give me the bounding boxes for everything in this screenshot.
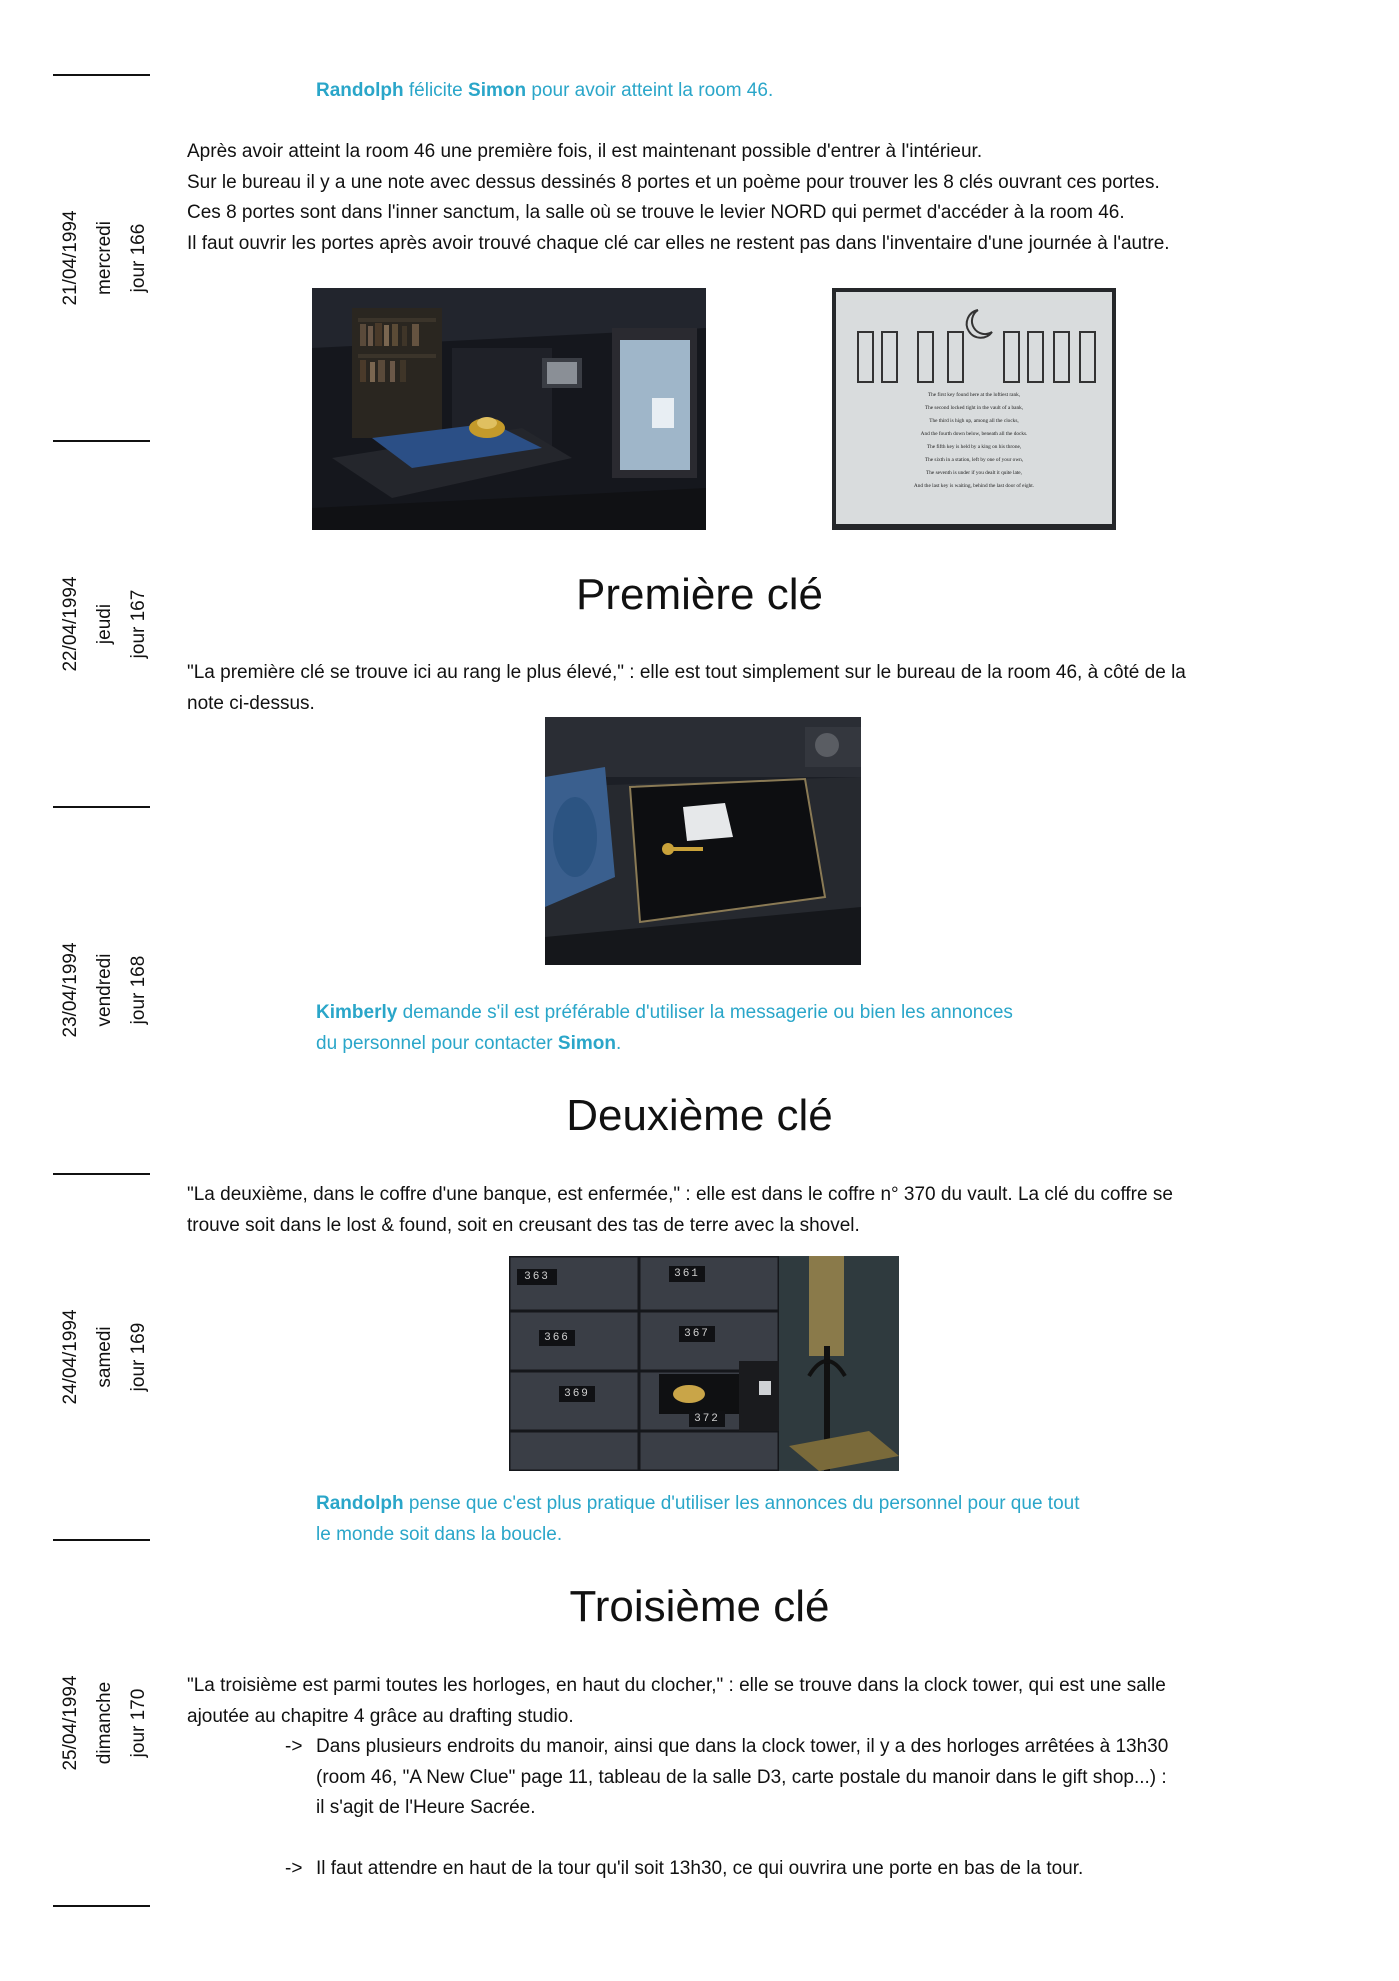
bullet-sacred-hour <box>316 1732 1168 1824</box>
chat-mention: Simon <box>468 80 527 101</box>
day-weekday: dimanche <box>94 1681 115 1765</box>
poem-line: The seventh is under if you dealt it quite late, <box>926 470 1022 476</box>
intro-line: Sur le bureau il y a une note avec dessus dessinés 8 portes et un poème pour trouver les 8 clés ouvrant ces portes. <box>187 171 1160 193</box>
poem-line: The second locked tight in the vault of a bank, <box>924 405 1024 411</box>
day-date: 23/04/1994 <box>60 942 81 1038</box>
chat-text: du personnel pour contacter <box>316 1032 558 1054</box>
chat-text: pense que c'est plus pratique d'utiliser les annonces du personnel pour que tout <box>403 1493 1080 1514</box>
paragraph-line: note ci-dessus. <box>187 692 315 714</box>
paragraph-line: "La deuxième, dans le coffre d'une banque, est enfermée," : elle est dans le coffre n° 370 du vault. La clé du coffre se <box>187 1184 1173 1205</box>
poem-line: And the fourth down below, beneath all the docks. <box>920 431 1028 437</box>
chat-text: pour avoir atteint la room 46. <box>526 80 774 101</box>
paragraph-line: "La troisième est parmi toutes les horloges, en haut du clocher," : elle se trouve dans la clock tower, qui est une salle <box>187 1675 1166 1696</box>
day-label-1 <box>60 78 150 438</box>
section-title-second-key: Deuxième clé <box>566 1091 833 1140</box>
bullet-line: Il faut attendre en haut de la tour qu'il soit 13h30, ce qui ouvrira une porte en bas de la tour. <box>316 1858 1084 1879</box>
chat-text: demande s'il est préférable d'utiliser la messagerie ou bien les annonces <box>397 1002 1013 1023</box>
chat-text: félicite <box>403 80 469 101</box>
vault-number: 369 <box>559 1386 595 1402</box>
bullet-arrow: -> <box>285 1736 303 1757</box>
chat-speaker: Kimberly <box>316 1002 398 1023</box>
first-key-paragraph <box>187 658 1186 719</box>
paragraph-line: "La première clé se trouve ici au rang le plus élevé," : elle est tout simplement sur le bureau de la room 46, à côté de la <box>187 662 1186 683</box>
vault-number: 363 <box>517 1269 557 1285</box>
day-divider <box>53 1905 150 1907</box>
bullet-wait-tower <box>316 1854 1083 1885</box>
first-key-desk-image <box>545 717 861 965</box>
chat-mention: Simon <box>557 1032 616 1054</box>
chat-speaker: Randolph <box>316 1493 404 1514</box>
day-weekday: samedi <box>94 1326 115 1388</box>
poem-line: The fifth key is held by a king on his throne, <box>926 444 1022 450</box>
day-label-4 <box>60 1177 150 1537</box>
poem-text <box>872 389 1076 493</box>
day-weekday: vendredi <box>94 953 115 1027</box>
section-title-third-key: Troisième clé <box>569 1582 830 1631</box>
paragraph-line: ajoutée au chapitre 4 grâce au drafting studio. <box>187 1705 574 1727</box>
day-number: jour 167 <box>128 589 149 659</box>
intro-line: Après avoir atteint la room 46 une première fois, il est maintenant possible d'entrer à l'intérieur. <box>187 141 983 162</box>
day-label-2 <box>60 444 150 804</box>
chat-text: le monde soit dans la boucle. <box>316 1523 563 1545</box>
intro-line: Ces 8 portes sont dans l'inner sanctum, la salle où se trouve le levier NORD qui permet d'accéder à la room 46. <box>187 202 1125 223</box>
poem-line: The third is high up, among all the clocks, <box>929 418 1019 424</box>
section-title-first-key: Première clé <box>576 570 823 619</box>
bullet-arrow: -> <box>285 1858 303 1879</box>
day-date: 24/04/1994 <box>60 1309 81 1405</box>
vault-number: 366 <box>539 1330 575 1346</box>
intro-paragraph <box>187 137 1170 259</box>
chat-speaker: Randolph <box>316 80 404 101</box>
vault-safe-boxes-image <box>509 1256 899 1471</box>
chat-message-kimberly <box>316 998 1013 1059</box>
chat-message-randolph-2 <box>316 1489 1079 1550</box>
intro-line: Il faut ouvrir les portes après avoir trouvé chaque clé car elles ne restent pas dans l'inventaire d'une journée à l'autre. <box>187 232 1170 254</box>
day-number: jour 169 <box>128 1322 149 1392</box>
vault-number: 367 <box>679 1326 715 1342</box>
room46-office-image <box>312 288 706 530</box>
bullet-line: il s'agit de l'Heure Sacrée. <box>316 1797 536 1818</box>
chat-text: . <box>615 1032 622 1054</box>
day-date: 21/04/1994 <box>60 210 81 306</box>
bullet-line: (room 46, "A New Clue" page 11, tableau de la salle D3, carte postale du manoir dans le gift shop...) : <box>316 1766 1167 1788</box>
day-divider <box>53 806 150 808</box>
day-number: jour 166 <box>128 223 149 293</box>
day-number: jour 170 <box>128 1688 149 1758</box>
day-date: 22/04/1994 <box>60 576 81 672</box>
day-number: jour 168 <box>128 955 149 1025</box>
day-date: 25/04/1994 <box>60 1675 81 1771</box>
third-key-paragraph <box>187 1671 1166 1732</box>
day-divider <box>53 1173 150 1175</box>
paragraph-line: trouve soit dans le lost & found, soit en creusant des tas de terre avec la shovel. <box>187 1214 860 1236</box>
day-divider <box>53 1539 150 1541</box>
note-eight-doors-image <box>832 288 1116 530</box>
poem-line: The first key found here at the loftiest rank, <box>927 392 1021 398</box>
chat-message-randolph <box>316 76 773 107</box>
day-divider <box>53 440 150 442</box>
day-weekday: jeudi <box>94 603 115 645</box>
poem-line: The sixth in a station, left by one of your own, <box>924 457 1024 463</box>
poem-line: And the last key is waiting, behind the last door of eight. <box>913 483 1035 489</box>
second-key-paragraph <box>187 1180 1173 1241</box>
bullet-line: Dans plusieurs endroits du manoir, ainsi que dans la clock tower, il y a des horloges arrêtées à 13h30 <box>316 1736 1169 1757</box>
day-weekday: mercredi <box>94 221 115 295</box>
vault-number: 372 <box>689 1411 725 1427</box>
day-divider <box>53 74 150 76</box>
vault-number: 361 <box>669 1266 705 1282</box>
